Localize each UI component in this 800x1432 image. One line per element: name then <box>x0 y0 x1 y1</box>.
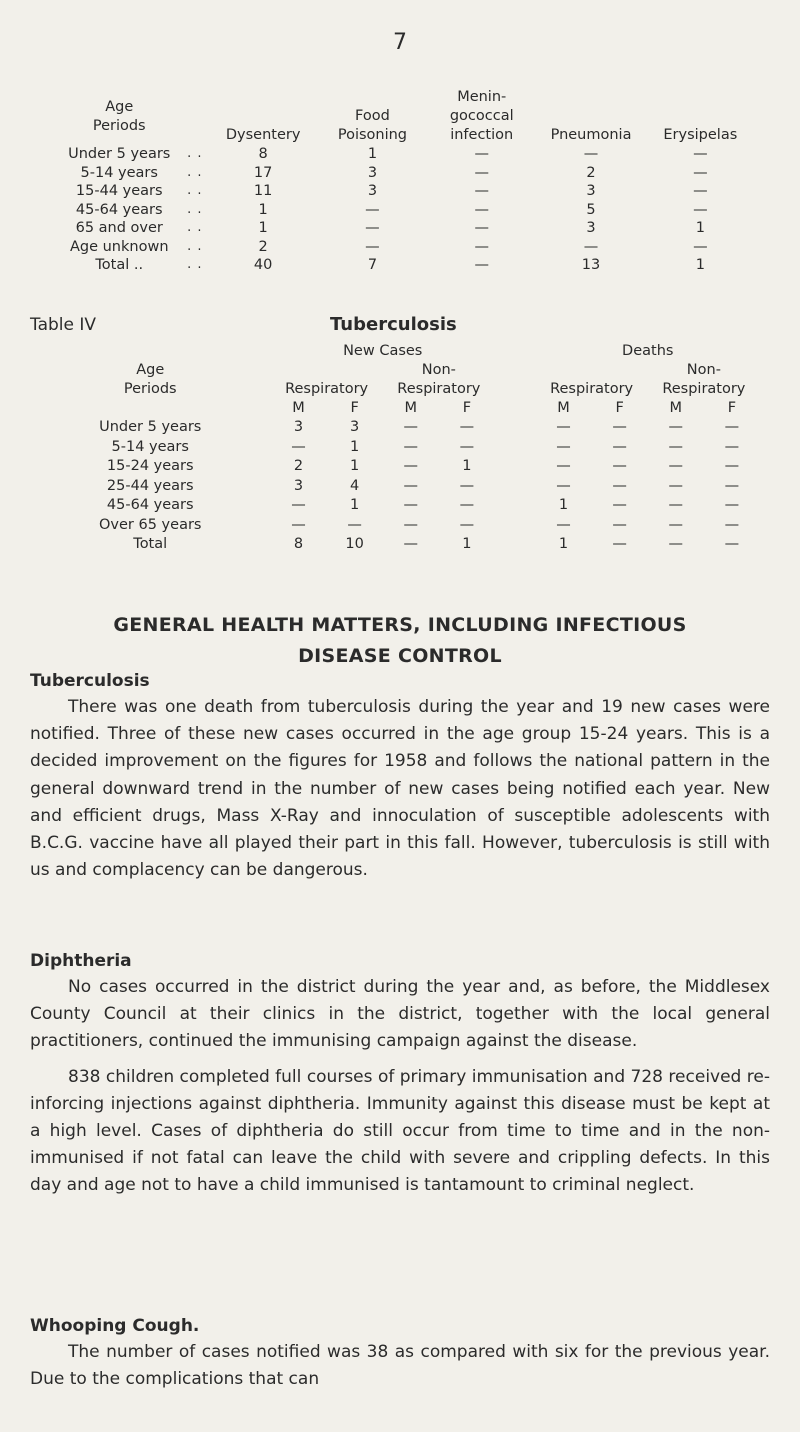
value-cell: — <box>556 438 571 455</box>
value-cell: — <box>724 536 740 552</box>
age-period-cell: 45-64 years <box>106 497 194 513</box>
value-cell: 5 <box>586 201 596 218</box>
value-cell: — <box>403 477 419 494</box>
value-cell: 3 <box>350 419 360 435</box>
value-cell: 17 <box>253 164 273 181</box>
value-cell: 1 <box>258 201 268 218</box>
header-new-cases: New Cases <box>343 343 423 359</box>
col-header-erysipelas: Erysipelas <box>663 127 738 143</box>
value-cell: 4 <box>350 477 360 494</box>
infectious-disease-table <box>30 88 755 275</box>
value-cell: — <box>556 419 571 435</box>
value-cell: — <box>693 164 708 181</box>
infectious-disease-table-body <box>30 145 755 275</box>
value-cell: 40 <box>253 257 273 273</box>
table-iv-title: Tuberculosis <box>330 314 457 335</box>
age-period-cell: 65 and over . . <box>75 220 203 236</box>
value-cell: 3 <box>293 477 304 494</box>
value-cell: — <box>403 536 419 552</box>
value-cell: — <box>693 146 708 162</box>
value-cell: — <box>724 419 740 435</box>
header-m: M <box>557 400 570 416</box>
value-cell: — <box>612 536 627 552</box>
value-cell: 1 <box>350 458 360 474</box>
value-cell: — <box>724 438 740 455</box>
value-cell: 3 <box>586 183 596 199</box>
value-cell: — <box>693 183 708 199</box>
table-row <box>30 457 760 477</box>
value-cell: 3 <box>586 220 596 236</box>
col-header-age-periods: Age Periods <box>92 98 146 134</box>
value-cell: — <box>556 516 571 533</box>
tuberculosis-table <box>30 342 760 555</box>
value-cell: — <box>612 477 627 494</box>
value-cell: — <box>347 516 362 533</box>
value-cell: 1 <box>367 146 378 162</box>
value-cell: — <box>693 201 708 218</box>
value-cell: — <box>693 238 708 255</box>
value-cell: 10 <box>345 536 364 552</box>
diphtheria-paragraph-2: 838 children completed full courses of primary immunisation and 728 received re-inforcing injections against diphtheria. Immunity against this disease must be kept at a high level. Cases of diphtheria do still occur from time to time and in the non-immunised if not fatal can leave the child with severe and crippling defects. In this day and age not to have a child immunised is tantamount to criminal neglect. <box>30 1066 770 1196</box>
value-cell: — <box>365 201 380 218</box>
value-cell: — <box>459 419 475 435</box>
tuberculosis-heading: Tuberculosis <box>30 671 150 691</box>
table-row <box>30 516 760 536</box>
value-cell: 8 <box>293 536 304 552</box>
value-cell: — <box>474 146 489 162</box>
value-cell: 1 <box>258 220 268 236</box>
value-cell: 2 <box>586 164 596 181</box>
value-cell: 1 <box>462 458 472 474</box>
header-nonrespiratory-deaths: Respiratory <box>662 381 746 397</box>
value-cell: — <box>474 164 489 181</box>
value-cell: 11 <box>253 183 273 199</box>
col-header-meningococcal: Menin- gococcal infection <box>449 89 514 143</box>
header-non-new: Non- <box>421 362 456 378</box>
value-cell: 1 <box>350 438 360 455</box>
diphtheria-section <box>30 948 770 1200</box>
page-number: 7 <box>393 30 407 55</box>
value-cell: 1 <box>695 220 705 236</box>
value-cell: 1 <box>350 497 360 513</box>
value-cell: — <box>365 238 380 255</box>
age-period-cell: Under 5 years <box>99 419 202 435</box>
header-periods: Periods <box>123 381 177 397</box>
table-iv-label: Table IV <box>30 315 97 335</box>
whooping-cough-paragraph: The number of cases notified was 38 as compared with six for the previous year. Due to the complications that can <box>30 1342 770 1390</box>
value-cell: 2 <box>293 458 304 474</box>
value-cell: — <box>291 438 306 455</box>
age-period-cell: Total <box>133 536 168 552</box>
value-cell: — <box>668 438 684 455</box>
value-cell: — <box>365 220 380 236</box>
tuberculosis-paragraph: There was one death from tuberculosis during the year and 19 new cases were notified. Three of these new cases occurred in the age group 15-24 years. This is a decided improvement on the figures for 1958 and follows the national pattern in the general downward trend in the number of new cases being notified each year. New and efficient drugs, Mass X-Ray and innoculation of susceptible adolescents with B.C.G. vaccine have all played their part in this fall. However, tuberculosis is still with us and complacency can be dangerous. <box>30 697 770 881</box>
value-cell: — <box>403 438 419 455</box>
age-period-cell: 25-44 years <box>106 477 194 494</box>
header-deaths: Deaths <box>622 343 674 359</box>
tuberculosis-section <box>30 668 770 884</box>
tuberculosis-table-body <box>30 418 760 555</box>
value-cell: 3 <box>367 164 378 181</box>
value-cell: — <box>474 183 489 199</box>
value-cell: — <box>403 497 419 513</box>
value-cell: — <box>403 458 419 474</box>
col-header-food-poisoning: Food Poisoning <box>337 108 408 143</box>
value-cell: — <box>668 497 684 513</box>
value-cell: — <box>474 257 489 273</box>
whooping-cough-heading: Whooping Cough. <box>30 1316 200 1336</box>
value-cell: — <box>291 516 306 533</box>
table-row <box>30 256 755 275</box>
table-row <box>30 164 755 183</box>
header-f: F <box>727 400 737 416</box>
value-cell: — <box>668 458 684 474</box>
header-nonrespiratory-new: Respiratory <box>397 381 481 397</box>
value-cell: 1 <box>558 497 569 513</box>
header-m: M <box>669 400 683 416</box>
header-respiratory-deaths: Respiratory <box>550 381 634 397</box>
value-cell: — <box>724 477 740 494</box>
header-non-deaths: Non- <box>686 362 721 378</box>
diphtheria-heading: Diphtheria <box>30 951 132 971</box>
value-cell: — <box>668 536 684 552</box>
table-row <box>30 418 760 438</box>
table-row <box>30 438 760 458</box>
age-period-cell: Total .. . . <box>95 257 203 273</box>
value-cell: — <box>459 497 475 513</box>
value-cell: — <box>724 458 740 474</box>
value-cell: — <box>291 497 306 513</box>
diphtheria-paragraph-1: No cases occurred in the district during the year and, as before, the Middlesex County Council at their clinics in the district, together with the local general practitioners, continued the immunising campaign against the disease. <box>30 977 770 1052</box>
value-cell: 1 <box>695 257 705 273</box>
table-row <box>30 145 755 164</box>
value-cell: — <box>668 477 684 494</box>
value-cell: 3 <box>367 183 378 199</box>
value-cell: — <box>668 419 684 435</box>
value-cell: — <box>612 438 627 455</box>
value-cell: — <box>403 516 419 533</box>
value-cell: — <box>459 516 475 533</box>
value-cell: 8 <box>258 146 268 162</box>
value-cell: — <box>612 497 627 513</box>
header-m: M <box>292 400 305 416</box>
header-age: Age <box>136 362 165 378</box>
table-row <box>30 219 755 238</box>
table-row <box>30 535 760 555</box>
age-period-cell: 15-44 years . . <box>75 183 203 199</box>
value-cell: 7 <box>367 257 378 273</box>
table-row <box>30 496 760 516</box>
table-row <box>30 182 755 201</box>
table-row <box>30 238 755 257</box>
col-header-dysentery: Dysentery <box>225 127 301 143</box>
value-cell: — <box>583 146 599 162</box>
value-cell: 1 <box>558 536 569 552</box>
value-cell: — <box>583 238 599 255</box>
header-f: F <box>350 400 359 416</box>
value-cell: 1 <box>462 536 472 552</box>
col-header-pneumonia: Pneumonia <box>550 127 632 143</box>
value-cell: — <box>403 419 419 435</box>
age-period-cell: 15-24 years <box>106 458 194 474</box>
header-f: F <box>615 400 624 416</box>
value-cell: — <box>474 201 489 218</box>
value-cell: 2 <box>258 238 268 255</box>
value-cell: — <box>459 477 475 494</box>
value-cell: — <box>668 516 684 533</box>
value-cell: — <box>612 458 627 474</box>
table-row <box>30 477 760 497</box>
age-period-cell: Age unknown . . <box>69 238 203 255</box>
table-row <box>30 201 755 220</box>
section-heading: GENERAL HEALTH MATTERS, INCLUDING INFECTIOUS DISEASE CONTROL <box>113 614 687 667</box>
age-period-cell: 5-14 years <box>111 438 189 455</box>
whooping-cough-section <box>30 1313 770 1393</box>
header-respiratory-new: Respiratory <box>285 381 369 397</box>
value-cell: — <box>612 516 627 533</box>
header-f: F <box>462 400 472 416</box>
value-cell: — <box>474 220 489 236</box>
value-cell: — <box>724 497 740 513</box>
value-cell: — <box>724 516 740 533</box>
header-m: M <box>404 400 418 416</box>
value-cell: — <box>459 438 475 455</box>
value-cell: 3 <box>293 419 304 435</box>
value-cell: — <box>612 419 627 435</box>
age-period-cell: 45-64 years . . <box>75 201 203 218</box>
value-cell: — <box>474 238 489 255</box>
age-period-cell: 5-14 years . . <box>80 164 203 181</box>
value-cell: — <box>556 477 571 494</box>
value-cell: — <box>556 458 571 474</box>
age-period-cell: Over 65 years <box>99 516 202 533</box>
age-period-cell: Under 5 years . . <box>68 146 203 162</box>
value-cell: 13 <box>581 257 601 273</box>
